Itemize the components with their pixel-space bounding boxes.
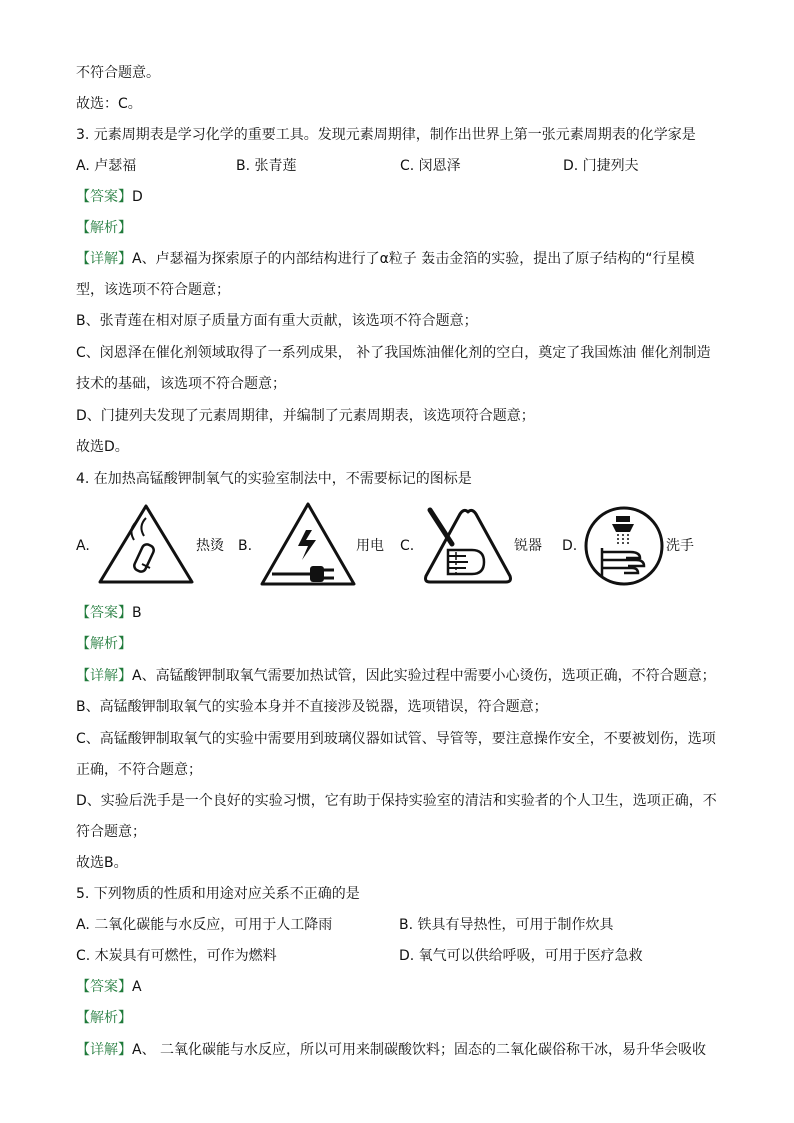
detail-tag: 【详解】	[76, 668, 132, 684]
q3-detail-line	[76, 250, 695, 268]
text-line: 故选：C。	[76, 96, 142, 112]
electricity-icon	[258, 500, 358, 588]
detail-text: A、高锰酸钾制取氧气需要加热试管，因此实验过程中需要小心烫伤，选项正确，不符合题意；	[132, 668, 716, 684]
answer-value: D	[132, 189, 143, 205]
text-line: D、门捷列夫发现了元素周期律，并编制了元素周期表，该选项符合题意；	[76, 408, 535, 424]
text-line: 不符合题意。	[76, 65, 160, 81]
answer-value: B	[132, 605, 142, 621]
detail-text: A、 二氧化碳能与水反应，所以可用来制碳酸饮料；固态的二氧化碳俗称干冰，易升华会吸收	[132, 1042, 707, 1058]
q5-detail-line	[76, 1041, 706, 1059]
q5-option-a: A. 二氧化碳能与水反应，可用于人工降雨	[76, 917, 333, 933]
question-4: 4. 在加热高锰酸钾制氧气的实验室制法中，不需要标记的图标是	[76, 471, 472, 487]
q5-answer	[76, 978, 142, 996]
q4-icon-options	[76, 500, 716, 590]
text-line: 故选D。	[76, 439, 129, 455]
q4-option-a-label: 热烫	[196, 538, 224, 554]
hot-surface-icon	[94, 500, 198, 588]
text-line: 技术的基础，该选项不符合题意；	[76, 376, 286, 392]
q4-answer	[76, 604, 142, 622]
q3-option-c: C. 闵恩泽	[400, 158, 461, 174]
hand-washing-icon	[582, 504, 666, 588]
q3-analysis-tag: 【解析】	[76, 220, 132, 236]
sharp-object-icon	[422, 506, 514, 586]
detail-tag: 【详解】	[76, 1042, 132, 1058]
detail-tag: 【详解】	[76, 251, 132, 267]
text-line: 正确，不符合题意；	[76, 762, 202, 778]
q4-option-a-letter: A.	[76, 538, 90, 554]
question-5: 5. 下列物质的性质和用途对应关系不正确的是	[76, 886, 360, 902]
answer-tag: 【答案】	[76, 979, 132, 995]
q5-option-b: B. 铁具有导热性，可用于制作炊具	[399, 917, 614, 933]
q3-answer	[76, 188, 143, 206]
text-line: D、实验后洗手是一个良好的实验习惯，它有助于保持实验室的清洁和实验者的个人卫生，选项正确，不	[76, 793, 717, 809]
text-line: 故选B。	[76, 855, 128, 871]
q4-option-b-label: 用电	[356, 538, 384, 554]
answer-tag: 【答案】	[76, 189, 132, 205]
text-line: 符合题意；	[76, 824, 146, 840]
q4-detail-line	[76, 667, 716, 685]
q4-option-c-letter: C.	[400, 538, 415, 554]
q4-option-b-letter: B.	[238, 538, 253, 554]
question-3: 3. 元素周期表是学习化学的重要工具。发现元素周期律，制作出世界上第一张元素周期表的化学家是	[76, 127, 696, 143]
answer-value: A	[132, 979, 142, 995]
q3-option-a: A. 卢瑟福	[76, 158, 137, 174]
q3-option-b: B. 张青莲	[236, 158, 297, 174]
q3-option-d: D. 门捷列夫	[563, 158, 639, 174]
q5-option-d: D. 氧气可以供给呼吸，可用于医疗急救	[399, 948, 643, 964]
text-line: C、高锰酸钾制取氧气的实验中需要用到玻璃仪器如试管、导管等，要注意操作安全，不要被划伤，选项	[76, 731, 716, 747]
text-line: B、高锰酸钾制取氧气的实验本身并不直接涉及锐器，选项错误，符合题意；	[76, 699, 548, 715]
text-line: C、闵恩泽在催化剂领域取得了一系列成果， 补了我国炼油催化剂的空白，奠定了我国炼油 催化剂制造	[76, 345, 711, 361]
q5-analysis-tag: 【解析】	[76, 1010, 132, 1026]
answer-tag: 【答案】	[76, 605, 132, 621]
text-line: 型，该选项不符合题意；	[76, 282, 230, 298]
q4-option-d-label: 洗手	[666, 538, 694, 554]
q4-option-d-letter: D.	[562, 538, 578, 554]
text-line: B、张青莲在相对原子质量方面有重大贡献，该选项不符合题意；	[76, 313, 478, 329]
q5-option-c: C. 木炭具有可燃性，可作为燃料	[76, 948, 277, 964]
detail-text: A、卢瑟福为探索原子的内部结构进行了α粒子 轰击金箔的实验，提出了原子结构的“行星模	[132, 251, 695, 267]
q4-analysis-tag: 【解析】	[76, 636, 132, 652]
q4-option-c-label: 锐器	[514, 538, 542, 554]
